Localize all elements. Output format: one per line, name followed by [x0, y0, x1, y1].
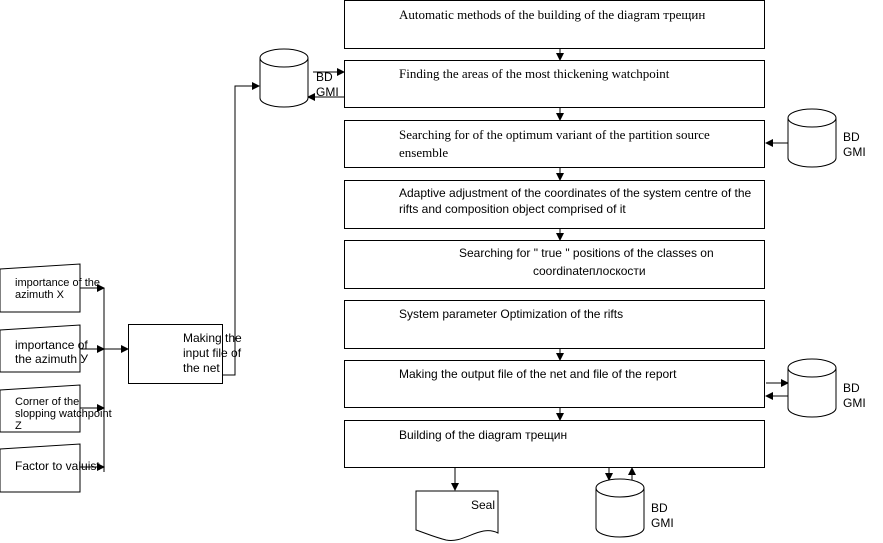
input-process-line: Making the: [183, 331, 242, 345]
step-label: Finding the areas of the most thickening watchpoint: [399, 66, 670, 81]
step-label: Searching for " true " positions of the classes on: [459, 246, 714, 260]
input-process-line: the net: [183, 361, 220, 375]
input-label-slope-corner: Corner of the slopping watchpoint Z: [15, 396, 112, 432]
seal-document-label: Seal: [471, 498, 496, 512]
db-label-gmi: GMI: [843, 145, 866, 159]
db-label-gmi: GMI: [651, 516, 674, 530]
step-label: rifts and composition object comprised of it: [399, 202, 626, 216]
step-label: Making the output file of the net and file of the report: [399, 367, 677, 381]
step-label: Automatic methods of the building of the diagram трещин: [399, 7, 706, 22]
input-label-azimuth-x: importance of the azimuth X: [15, 277, 100, 301]
database-icon: [596, 479, 644, 537]
database-icon: [788, 109, 836, 167]
db-label-bd: BD: [316, 70, 333, 84]
db-label-gmi: GMI: [316, 85, 339, 99]
step-label: coordinateплоскости: [533, 264, 646, 278]
step-label: System parameter Optimization of the rifts: [399, 307, 624, 321]
input-process-line: input file of: [183, 346, 242, 360]
db-label-bd: BD: [843, 381, 860, 395]
step-label: Adaptive adjustment of the coordinates of the system centre of the: [399, 186, 752, 200]
db-label-gmi: GMI: [843, 396, 866, 410]
step-label: Searching for of the optimum variant of the partition source: [399, 127, 710, 142]
step-label: ensemble: [399, 145, 449, 160]
db-label-bd: BD: [651, 501, 668, 515]
step-label: Building of the diagram трещин: [399, 428, 568, 442]
database-icon: [260, 49, 308, 107]
input-label-azimuth-y: importance of the azimuth У: [15, 338, 88, 366]
db-label-bd: BD: [843, 130, 860, 144]
database-icon: [788, 359, 836, 417]
input-label-factor: Factor to valuist: [15, 459, 100, 473]
